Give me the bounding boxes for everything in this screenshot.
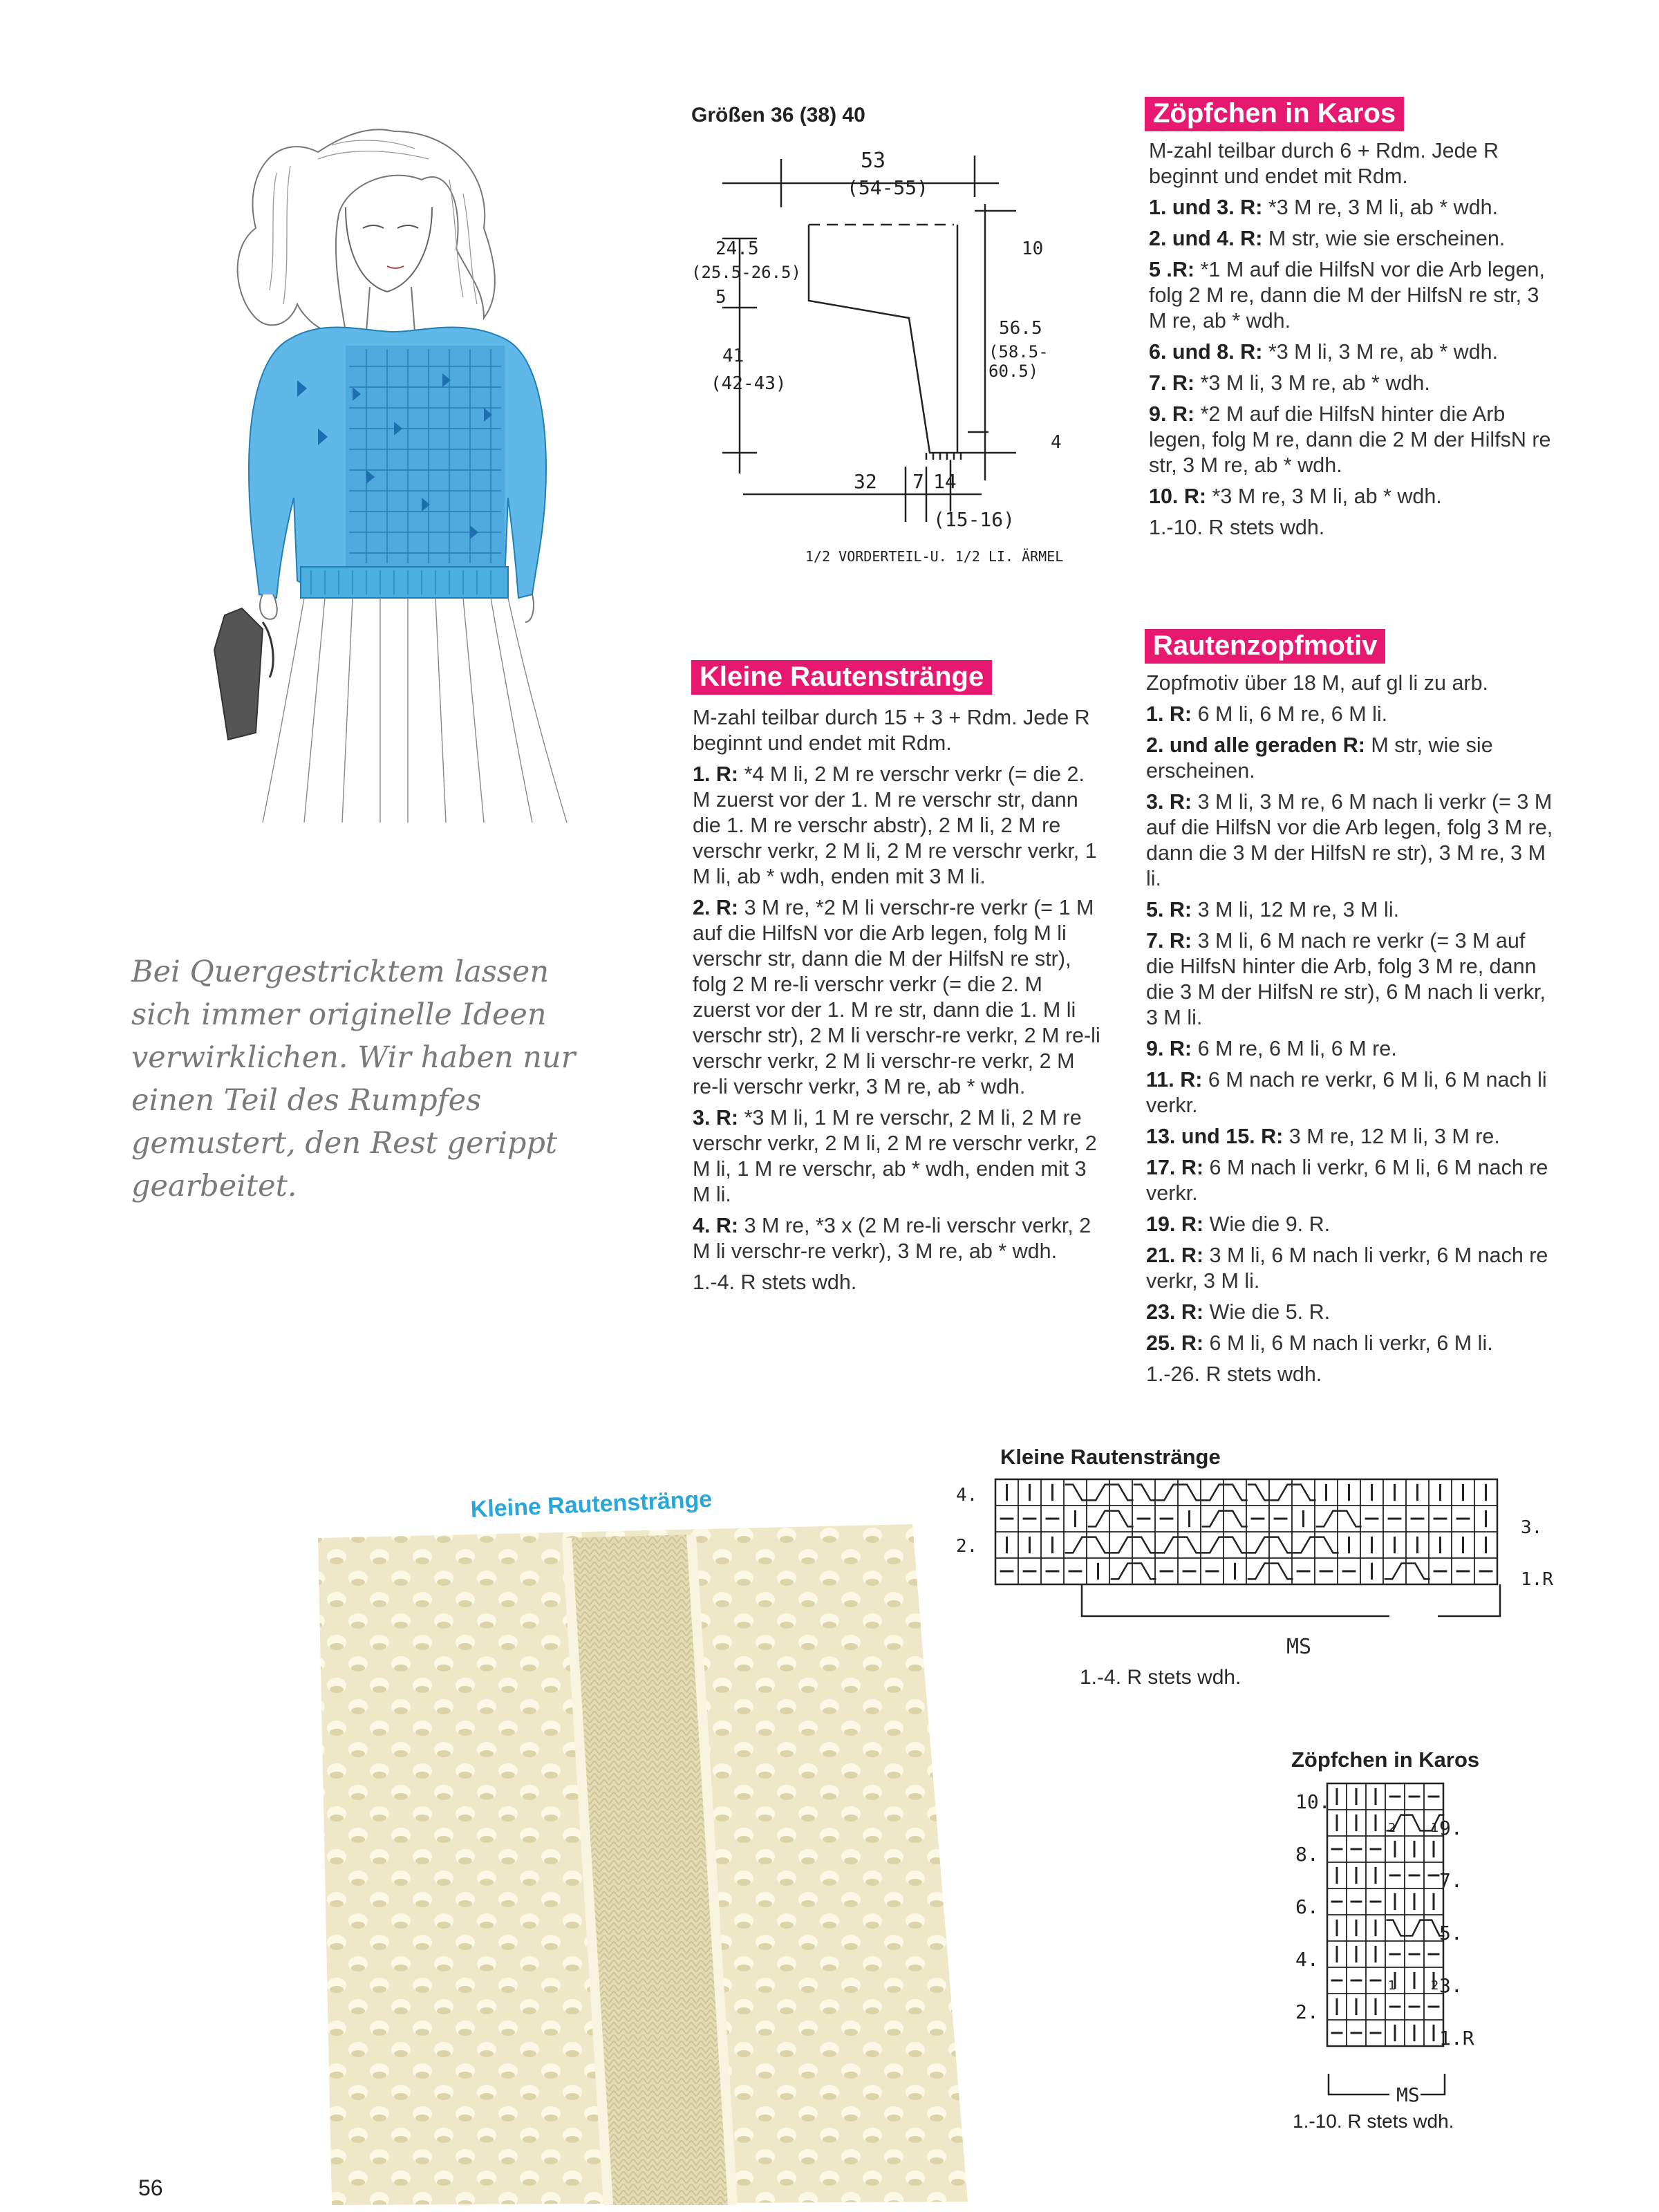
row-text: 3 M li, 6 M nach li verkr, 6 M nach re verkr, 3 M li. bbox=[1146, 1244, 1548, 1293]
row-text: *3 M li, 3 M re, ab * wdh. bbox=[1194, 371, 1430, 395]
row-text: 3 M re, *3 x (2 M re-li verschr verkr, 2 M li verschr-re verkr), 3 M re, ab * wdh. bbox=[693, 1214, 1091, 1263]
instruction-row bbox=[1146, 733, 1558, 784]
row-key: 2. R: bbox=[693, 896, 739, 919]
row-text: M str, wie sie erscheinen. bbox=[1146, 733, 1493, 782]
chart-zopf-right-label: 5. bbox=[1439, 1922, 1463, 1944]
dim-10: 10 bbox=[1022, 238, 1044, 259]
cable-number: 1 bbox=[1431, 1821, 1439, 1835]
row-key: 21. R: bbox=[1146, 1244, 1204, 1267]
fashion-illustration bbox=[159, 111, 657, 830]
row-text: 3 M re, *2 M li verschr-re verkr (= 1 M auf die HilfsN vor die Arb legen, folg M li verschr str, dann die M der HilfsN re str), folg 2 M re-li verschr verkr (= die 2. M zuerst vor der 1. M re str, dann die 1. M li verschr str), 2 M li verschr-re verkr, 2 M re-li verschr verkr, 2 M li verschr-re verkr, 2 M re-li verschr verkr, 3 M re, ab * wdh. bbox=[693, 896, 1100, 1098]
instruction-row bbox=[1146, 702, 1558, 727]
row-text: 3 M li, 3 M re, 6 M nach li verkr (= 3 M auf die HilfsN vor die Arb legen, folg 3 M re, dann die 3 M der HilfsN re str), 3 M re, 3 M li. bbox=[1146, 790, 1553, 890]
knit-swatch-photo bbox=[304, 1524, 968, 2205]
row-key: 19. R: bbox=[1146, 1212, 1204, 1236]
instruction-row bbox=[1149, 226, 1558, 252]
row-text: M str, wie sie erscheinen. bbox=[1262, 227, 1506, 250]
instruction-row bbox=[1149, 195, 1558, 221]
row-text: *4 M li, 2 M re verschr verkr (= die 2. M zuerst vor der 1. M re verschr str, dann die 1. M re verschr abstr), 2 M li, 2 M re verschr verkr, 2 M li, 2 M re verschr verkr, 1 M li, ab * wdh, enden mit 3 M li. bbox=[693, 762, 1097, 888]
heading-rauten: Kleine Rautenstränge bbox=[691, 660, 992, 695]
schematic-labels bbox=[691, 135, 1078, 577]
cable-number: 2 bbox=[1431, 1978, 1439, 1993]
chart-rauten-right-label: 3. bbox=[1521, 1517, 1543, 1538]
cable-number: 1 bbox=[1388, 1978, 1396, 1993]
chart-zopf-right-label: 7. bbox=[1439, 1869, 1463, 1892]
row-key: 10. R: bbox=[1149, 485, 1207, 508]
instruction-row bbox=[1146, 1155, 1558, 1206]
row-text: 6 M nach re verkr, 6 M li, 6 M nach li verkr. bbox=[1146, 1068, 1547, 1117]
row-key: 13. und 15. R: bbox=[1146, 1125, 1284, 1148]
instruction-row bbox=[1149, 371, 1558, 396]
heading-zopfchen: Zöpfchen in Karos bbox=[1145, 97, 1404, 131]
rautenzopf-intro: Zopfmotiv über 18 M, auf gl li zu arb. bbox=[1146, 671, 1488, 695]
row-key: 9. R: bbox=[1149, 402, 1195, 426]
chart-rauten-grid bbox=[995, 1479, 1507, 1673]
dim-58-5: (58.5-60.5) bbox=[988, 342, 1049, 381]
instruction-row bbox=[693, 1213, 1100, 1264]
chart-zopf-repeat: 1.-10. R stets wdh. bbox=[1293, 2110, 1454, 2132]
row-key: 5 .R: bbox=[1149, 258, 1195, 281]
dim-14: 14 bbox=[933, 470, 957, 493]
row-text: *1 M auf die HilfsN vor die Arb legen, folg 2 M re, dann die M der HilfsN re str, 3 M re, ab * wdh. bbox=[1149, 258, 1545, 332]
row-key: 3. R: bbox=[1146, 790, 1192, 814]
chart-zopf-title: Zöpfchen in Karos bbox=[1291, 1747, 1480, 1772]
row-key: 1. R: bbox=[1146, 702, 1192, 726]
row-key: 2. und 4. R: bbox=[1149, 227, 1263, 250]
dim-5: 5 bbox=[715, 287, 727, 308]
chart-zopf-right-label: 9. bbox=[1439, 1817, 1463, 1839]
row-key: 17. R: bbox=[1146, 1156, 1204, 1179]
dim-24-5: 24.5 bbox=[715, 238, 759, 259]
instruction-row bbox=[1146, 1243, 1558, 1294]
instruction-row bbox=[1146, 928, 1558, 1031]
instruction-row bbox=[1146, 897, 1558, 923]
row-text: *2 M auf die HilfsN hinter die Arb legen, folg M re, dann die 2 M der HilfsN re str, 3 M re, ab * wdh. bbox=[1149, 402, 1551, 477]
chart-zopf-ms: MS bbox=[1396, 2083, 1420, 2106]
rautenzopf-repeat: 1.-26. R stets wdh. bbox=[1146, 1362, 1322, 1386]
photo-label: Kleine Rautenstränge bbox=[470, 1485, 713, 1523]
row-key: 7. R: bbox=[1146, 929, 1192, 953]
cable-number: 2 bbox=[1388, 1821, 1396, 1835]
instruction-row bbox=[1149, 257, 1558, 334]
instruction-row bbox=[1146, 789, 1558, 892]
dim-54-55: (54-55) bbox=[847, 176, 929, 199]
chart-zopf-left-label: 6. bbox=[1295, 1895, 1319, 1918]
dim-41: 41 bbox=[722, 346, 744, 366]
heading-rautenzopf: Rautenzopfmotiv bbox=[1145, 629, 1385, 664]
row-text: *3 M li, 1 M re verschr, 2 M li, 2 M re verschr verkr, 2 M li, 2 M re verschr verkr, 2 M li, 1 M re verschr, ab * wdh, enden mit 3 M li. bbox=[693, 1106, 1097, 1206]
row-key: 4. R: bbox=[693, 1214, 739, 1237]
zopfchen-repeat: 1.-10. R stets wdh. bbox=[1149, 516, 1325, 539]
row-key: 7. R: bbox=[1149, 371, 1195, 395]
caption-text: Bei Quergestricktem lassen sich immer originelle Ideen verwirklichen. Wir haben nur einen Teil des Rumpfes gemustert, den Rest gerippt gearbeitet. bbox=[131, 955, 576, 1203]
row-key: 5. R: bbox=[1146, 898, 1192, 921]
row-text: 6 M nach li verkr, 6 M li, 6 M nach re verkr. bbox=[1146, 1156, 1548, 1205]
instruction-row bbox=[1149, 484, 1558, 509]
instruction-row bbox=[1146, 1331, 1558, 1356]
chart-zopf-left-label: 4. bbox=[1295, 1948, 1319, 1971]
row-text: Wie die 9. R. bbox=[1203, 1212, 1331, 1236]
row-text: Wie die 5. R. bbox=[1203, 1300, 1331, 1324]
instruction-row bbox=[1146, 1067, 1558, 1118]
sizes-heading: Größen 36 (38) 40 bbox=[691, 104, 865, 126]
zopfchen-intro: M-zahl teilbar durch 6 + Rdm. Jede R beginnt und endet mit Rdm. bbox=[1149, 139, 1499, 188]
dim-7: 7 bbox=[912, 470, 924, 493]
row-text: 3 M li, 12 M re, 3 M li. bbox=[1192, 898, 1400, 921]
instruction-row bbox=[693, 1105, 1100, 1208]
instruction-row bbox=[1149, 402, 1558, 478]
dim-53: 53 bbox=[861, 149, 886, 173]
chart-zopf-left-label: 2. bbox=[1295, 2000, 1319, 2023]
row-key: 6. und 8. R: bbox=[1149, 340, 1263, 364]
row-key: 9. R: bbox=[1146, 1037, 1192, 1060]
zopf-chart-cells bbox=[1327, 1783, 1444, 2046]
chart-rauten-right-label: 1.R bbox=[1521, 1569, 1553, 1590]
rauten-intro: M-zahl teilbar durch 15 + 3 + Rdm. Jede R beginnt und endet mit Rdm. bbox=[693, 706, 1090, 755]
rauten-repeat: 1.-4. R stets wdh. bbox=[693, 1271, 857, 1294]
rauten-chart-cells bbox=[995, 1479, 1497, 1584]
row-text: *3 M li, 3 M re, ab * wdh. bbox=[1262, 340, 1499, 364]
chart-zopf-right-label: 1.R bbox=[1439, 2027, 1474, 2050]
row-key: 1. R: bbox=[693, 762, 739, 786]
chart-zopf-left-label: 8. bbox=[1295, 1843, 1319, 1866]
instruction-row bbox=[1146, 1212, 1558, 1237]
dim-25-5: (25.5-26.5) bbox=[691, 263, 801, 282]
chart-rauten-left-label: 2. bbox=[956, 1536, 978, 1557]
chart-zopf-grid bbox=[1286, 1783, 1474, 2132]
row-key: 11. R: bbox=[1146, 1068, 1203, 1091]
row-text: 6 M li, 6 M nach li verkr, 6 M li. bbox=[1203, 1331, 1493, 1355]
row-key: 25. R: bbox=[1146, 1331, 1204, 1355]
chart-zopf-right-label: 3. bbox=[1439, 1974, 1463, 1997]
row-text: 3 M li, 6 M nach re verkr (= 3 M auf die HilfsN hinter die Arb, folg 3 M re, dann die 3 M der HilfsN re str), 6 M nach li verkr, 3 M li. bbox=[1146, 929, 1546, 1029]
row-key: 2. und alle geraden R: bbox=[1146, 733, 1365, 757]
instruction-row bbox=[693, 895, 1100, 1100]
schematic-caption: 1/2 VORDERTEIL-U. 1/2 LI. ÄRMEL bbox=[805, 548, 1064, 565]
chart-rauten-left-label: 4. bbox=[956, 1485, 978, 1506]
row-text: 6 M li, 6 M re, 6 M li. bbox=[1192, 702, 1388, 726]
dim-42-43: (42-43) bbox=[711, 373, 787, 394]
row-text: *3 M re, 3 M li, ab * wdh. bbox=[1206, 485, 1442, 508]
chart-rauten-ms: MS bbox=[1282, 1635, 1315, 1659]
ms-bracket bbox=[1082, 1584, 1500, 1616]
page-number: 56 bbox=[138, 2175, 163, 2200]
text-rauten bbox=[693, 705, 1100, 1301]
instruction-row bbox=[1149, 339, 1558, 365]
row-text: *3 M re, 3 M li, ab * wdh. bbox=[1262, 196, 1499, 219]
row-key: 23. R: bbox=[1146, 1300, 1204, 1324]
chart-rauten-title: Kleine Rautenstränge bbox=[1000, 1445, 1221, 1469]
row-key: 1. und 3. R: bbox=[1149, 196, 1263, 219]
row-text: 3 M re, 12 M li, 3 M re. bbox=[1283, 1125, 1500, 1148]
text-zopfchen bbox=[1149, 138, 1558, 546]
instruction-row bbox=[1146, 1300, 1558, 1325]
row-text: 6 M re, 6 M li, 6 M re. bbox=[1192, 1037, 1397, 1060]
ms-bracket bbox=[1329, 2074, 1445, 2094]
instruction-row bbox=[1146, 1036, 1558, 1062]
row-key: 3. R: bbox=[693, 1106, 739, 1130]
dim-32: 32 bbox=[854, 470, 877, 493]
chart-rauten-repeat: 1.-4. R stets wdh. bbox=[1080, 1666, 1241, 1689]
dim-15-16: (15-16) bbox=[933, 508, 1015, 531]
instruction-row bbox=[693, 762, 1100, 890]
instruction-row bbox=[1146, 1124, 1558, 1150]
dim-4: 4 bbox=[1051, 432, 1062, 453]
dim-56-5: 56.5 bbox=[999, 318, 1042, 339]
text-rautenzopf bbox=[1146, 671, 1558, 1393]
chart-zopf-left-label: 10. bbox=[1295, 1790, 1331, 1813]
